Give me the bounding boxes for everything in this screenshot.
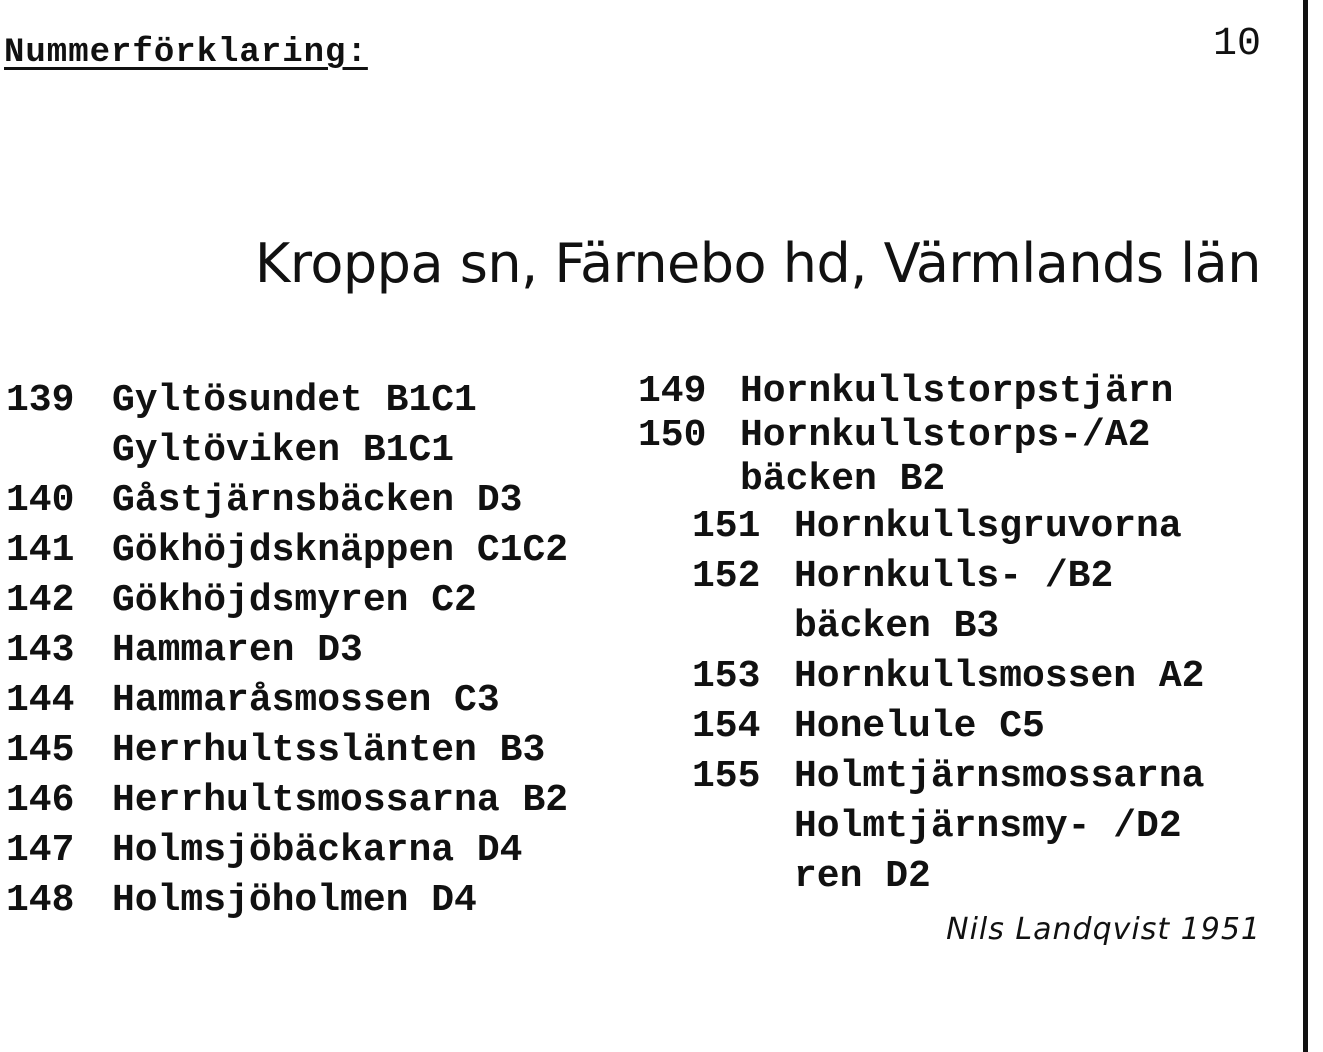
list-item (6, 826, 568, 876)
list-item (6, 626, 568, 676)
entry-line (6, 776, 568, 826)
signature: Nils Landqvist 1951 (946, 912, 1261, 947)
entry-number: 155 (692, 755, 761, 798)
entry-line (638, 414, 1204, 458)
entry-text: Hornkullstorps-/A2 (740, 414, 1151, 457)
entry-line (6, 676, 568, 726)
entry-text: Holmtjärnsmy- /D2 (794, 805, 1182, 848)
entry-line (6, 826, 568, 876)
entry-text: Gyltöviken B1C1 (112, 429, 455, 472)
entry-line (692, 552, 1204, 602)
entry-number: 150 (638, 414, 707, 457)
entry-number: 151 (692, 505, 761, 548)
entry-text: Hammaren D3 (112, 629, 363, 672)
entry-number: 146 (6, 779, 75, 822)
entry-number: 144 (6, 679, 75, 722)
entry-text: Gyltösundet B1C1 (112, 379, 477, 422)
list-item (638, 370, 1204, 414)
list-item (6, 376, 568, 476)
entry-text: Gökhöjdsknäppen C1C2 (112, 529, 569, 572)
entry-line (6, 426, 568, 476)
list-item (6, 726, 568, 776)
list-item (692, 502, 1204, 552)
entry-number: 153 (692, 655, 761, 698)
entry-number: 143 (6, 629, 75, 672)
right-column (638, 370, 1204, 902)
entry-number: 142 (6, 579, 75, 622)
entry-number: 139 (6, 379, 75, 422)
entry-text: Holmsjöbäckarna D4 (112, 829, 523, 872)
list-item (638, 414, 1204, 502)
list-item (6, 526, 568, 576)
entry-line (692, 702, 1204, 752)
list-item (6, 776, 568, 826)
entry-text: Holmtjärnsmossarna (794, 755, 1205, 798)
entry-number: 145 (6, 729, 75, 772)
entry-text: Gökhöjdsmyren C2 (112, 579, 477, 622)
entry-text: Hornkullsgruvorna (794, 505, 1182, 548)
list-item (6, 476, 568, 526)
entry-number: 148 (6, 879, 75, 922)
entry-line (6, 726, 568, 776)
entry-text: Herrhultsmossarna B2 (112, 779, 569, 822)
entry-text: Herrhultsslänten B3 (112, 729, 546, 772)
list-item (6, 676, 568, 726)
document-title: Kroppa sn, Färnebo hd, Värmlands län (254, 232, 1261, 295)
entry-number: 141 (6, 529, 75, 572)
page-heading: Nummerförklaring: (4, 34, 368, 72)
entry-line (692, 852, 1204, 902)
entry-number: 140 (6, 479, 75, 522)
entry-line (6, 626, 568, 676)
entry-text: Holmsjöholmen D4 (112, 879, 477, 922)
entry-line (692, 602, 1204, 652)
entry-number: 152 (692, 555, 761, 598)
entry-text: Hornkullsmossen A2 (794, 655, 1205, 698)
entry-text: Honelule C5 (794, 705, 1045, 748)
entry-line (692, 652, 1204, 702)
entry-number: 154 (692, 705, 761, 748)
entry-text: ren D2 (794, 855, 931, 898)
entry-line (638, 370, 1204, 414)
entry-line (6, 576, 568, 626)
list-item (692, 702, 1204, 752)
entry-line (692, 502, 1204, 552)
page-edge-rule (1303, 0, 1308, 1052)
entry-text: Hornkullstorpstjärn (740, 370, 1174, 413)
entry-number: 149 (638, 370, 707, 413)
list-item (692, 552, 1204, 652)
page-number: 10 (1212, 22, 1261, 67)
entry-line (6, 476, 568, 526)
entry-number: 147 (6, 829, 75, 872)
entry-text: Hornkulls- /B2 (794, 555, 1114, 598)
entry-line (638, 458, 1204, 502)
list-item (692, 752, 1204, 902)
list-item (6, 576, 568, 626)
entry-text: bäcken B2 (740, 458, 946, 501)
list-item (692, 652, 1204, 702)
entry-line (6, 876, 568, 926)
entry-line (6, 376, 568, 426)
list-item (6, 876, 568, 926)
entry-line (6, 526, 568, 576)
entry-line (692, 802, 1204, 852)
entry-text: bäcken B3 (794, 605, 1000, 648)
entry-text: Hammaråsmossen C3 (112, 679, 500, 722)
entry-text: Gåstjärnsbäcken D3 (112, 479, 523, 522)
entry-line (692, 752, 1204, 802)
left-column (6, 376, 568, 926)
